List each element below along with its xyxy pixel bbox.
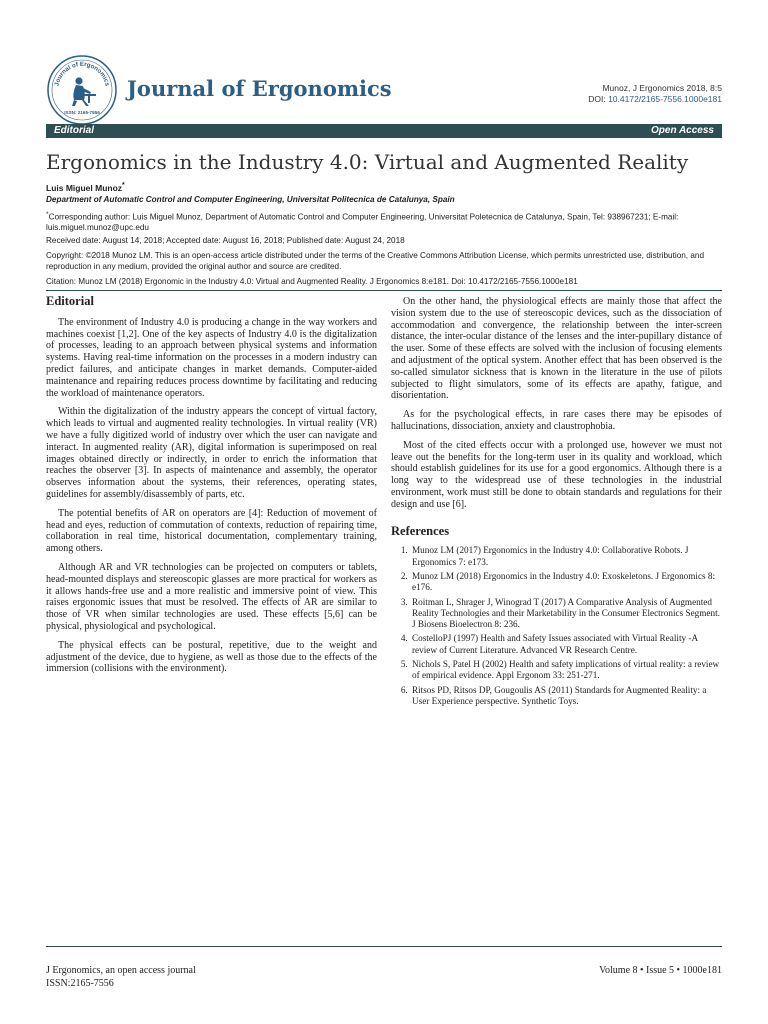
article-dates: Received date: August 14, 2018; Accepted date: August 16, 2018; Published date: August 24, 2018 (46, 236, 405, 245)
paragraph: The physical effects can be postural, repetitive, due to the weight and adjustment of the device, due to hygiene, as well as those due to the effects of the immersion (collisions with the environment). (46, 639, 377, 675)
journal-title: Journal of Ergonomics (127, 76, 392, 101)
section-band (46, 124, 722, 138)
references-heading: References (391, 523, 450, 538)
logo-ring-text: Journal of Ergonomics (53, 60, 111, 87)
open-access-label: Open Access (651, 125, 714, 136)
doi-line (588, 94, 722, 105)
header-divider (46, 290, 722, 291)
citation: Citation: Munoz LM (2018) Ergonomic in the Industry 4.0: Virtual and Augmented Reality. J Ergonomics 8:e181. Doi: 10.4172/2165-7556.1000e181 (46, 277, 578, 286)
reference-item: 6. Ritsos PD, Ritsos DP, Gougoulis AS (2011) Standards for Augmented Reality: a User Experience perspective. Synthetic Toys. (410, 685, 722, 708)
corresponding-text: Corresponding author: Luis Miguel Munoz, Department of Automatic Control and Computer Engineering, Universitat Poletecnica de Catalunya, Spain, Tel: 938967231; E-mail: luis.miguel.munoz@upc.edu (46, 212, 679, 233)
left-column (46, 296, 377, 682)
paragraph: On the other hand, the physiological effects are mainly those that affect the vision system due to the use of stereoscopic devices, such as the dissociation of accommodation and convergence, the relationship between the inter-screen distance, the inter-ocular distance of the lenses and the inter-pupillary distance of the user. Some of these effects are solved with the inclusion of focusing elements and adjustment of the optical system. Another effect that has been observed is the so-called simulator sickness that is known in the literature in the use of pilots subjected to flight simulators, some of its effects are apathy, fatigue, and disorientation. (391, 296, 722, 402)
logo-issn: ISSN: 2165-7556 (64, 110, 100, 115)
footer-divider (46, 946, 722, 947)
paragraph: The potential benefits of AR on operators are [4]: Reduction of movement of head and eyes, reduction of commutation of contexts, reduction of repairing time, collaboration in real time, historical documentation, complementary training, among others. (46, 507, 377, 555)
affiliation: Department of Automatic Control and Computer Engineering, Universitat Politecnica de Catalunya, Spain (46, 195, 455, 204)
doi-label: DOI: (588, 94, 606, 104)
author-line (46, 180, 726, 193)
footer-issn: ISSN:2165-7556 (46, 978, 114, 989)
corresponding-author (46, 210, 726, 234)
journal-logo (46, 54, 118, 126)
doi-link[interactable]: 10.4172/2165-7556.1000e181 (608, 94, 722, 104)
reference-item: 3. Roitman L, Shrager J, Winograd T (2017) A Comparative Analysis of Augmented Reality Technologies and their Marketability in the Consumer Electronics Segment. J Biosens Bioelectron 8: 236. (410, 597, 722, 631)
author-mark: * (122, 181, 125, 189)
paragraph: The environment of Industry 4.0 is producing a change in the way workers and machines coexist [1,2]. One of the key aspects of Industry 4.0 is the digitalization of processes, leading to an approach between physical systems and information systems. Having real-time information on the processes in a modern industry can predict failures, and anticipate changes in market demands. Computer-aided maintenance and repairing reduces process downtime by facilitating and reducing the workload of maintenance operators. (46, 316, 377, 399)
paragraph: Within the digitalization of the industry appears the concept of virtual factory, which leads to virtual and augmented reality technologies. In virtual reality (VR) we have a fully digitized world of industry over which the user can navigate and interact. In augmented reality (AR), digital information is superimposed on real images obtained directly or indirectly, in order to enrich the information that reaches the observer [3]. In aspects of maintenance and assembly, the operator observes information about the systems, their references, operating states, guidelines for assembly/disassembly of parts, etc. (46, 406, 377, 500)
reference-list (391, 545, 722, 707)
corresponding-mark: * (46, 211, 49, 218)
right-column (391, 296, 722, 710)
footer-left (46, 964, 196, 990)
reference-item: 5. Nichols S, Patel H (2002) Health and safety implications of virtual reality: a review of empirical evidence. Appl Ergonom 33: 251-271. (410, 659, 722, 682)
section-heading: Editorial (46, 294, 94, 308)
section-label: Editorial (54, 125, 95, 136)
copyright: Copyright: ©2018 Munoz LM. This is an open-access article distributed under the terms of the Creative Commons Attribution License, which permits unrestricted use, distribution, and reproduction in any medium, provided the original author and source are credited. (46, 251, 705, 271)
reference-item: 2. Munoz LM (2018) Ergonomics in the Industry 4.0: Exoskeletons. J Ergonomics 8: e176. (410, 571, 722, 594)
citation-short: Munoz, J Ergonomics 2018, 8:5 (602, 83, 722, 93)
author-name: Luis Miguel Munoz (46, 182, 123, 193)
paragraph: Although AR and VR technologies can be projected on computers or tablets, head-mounted displays and stereoscopic glasses are more practical for workers as it allows hands-free use and a more realistic and immersive point of view. This raises ergonomic issues that must be resolved. The effects of AR are similar to those of VR when similar technologies are used. These effects [5,6] can be physical, physiological and psychological. (46, 561, 377, 632)
reference-item: 4. CostelloPJ (1997) Health and Safety Issues associated with Virtual Reality -A review of Current Literature. Advanced VR Research Centre. (410, 633, 722, 656)
footer-volume: Volume 8 • Issue 5 • 1000e181 (599, 965, 722, 976)
citation-header (588, 83, 722, 105)
article-title: Ergonomics in the Industry 4.0: Virtual and Augmented Reality (46, 150, 689, 174)
paragraph: Most of the cited effects occur with a prolonged use, however we must not leave out the benefits for the long-term user in its quality and workload, which should establish guidelines for its use for a good ergonomics. Although there is a long way to the widespread use of these technologies in the industrial environment, work must still be done to obtain standards and regulations for their design and use [6]. (391, 439, 722, 510)
footer-journal: J Ergonomics, an open access journal (46, 965, 196, 976)
paragraph: As for the psychological effects, in rare cases there may be episodes of hallucinations, dissociation, anxiety and claustrophobia. (391, 409, 722, 432)
reference-item: 1. Munoz LM (2017) Ergonomics in the Industry 4.0: Collaborative Robots. J Ergonomics 7: e173. (410, 545, 722, 568)
